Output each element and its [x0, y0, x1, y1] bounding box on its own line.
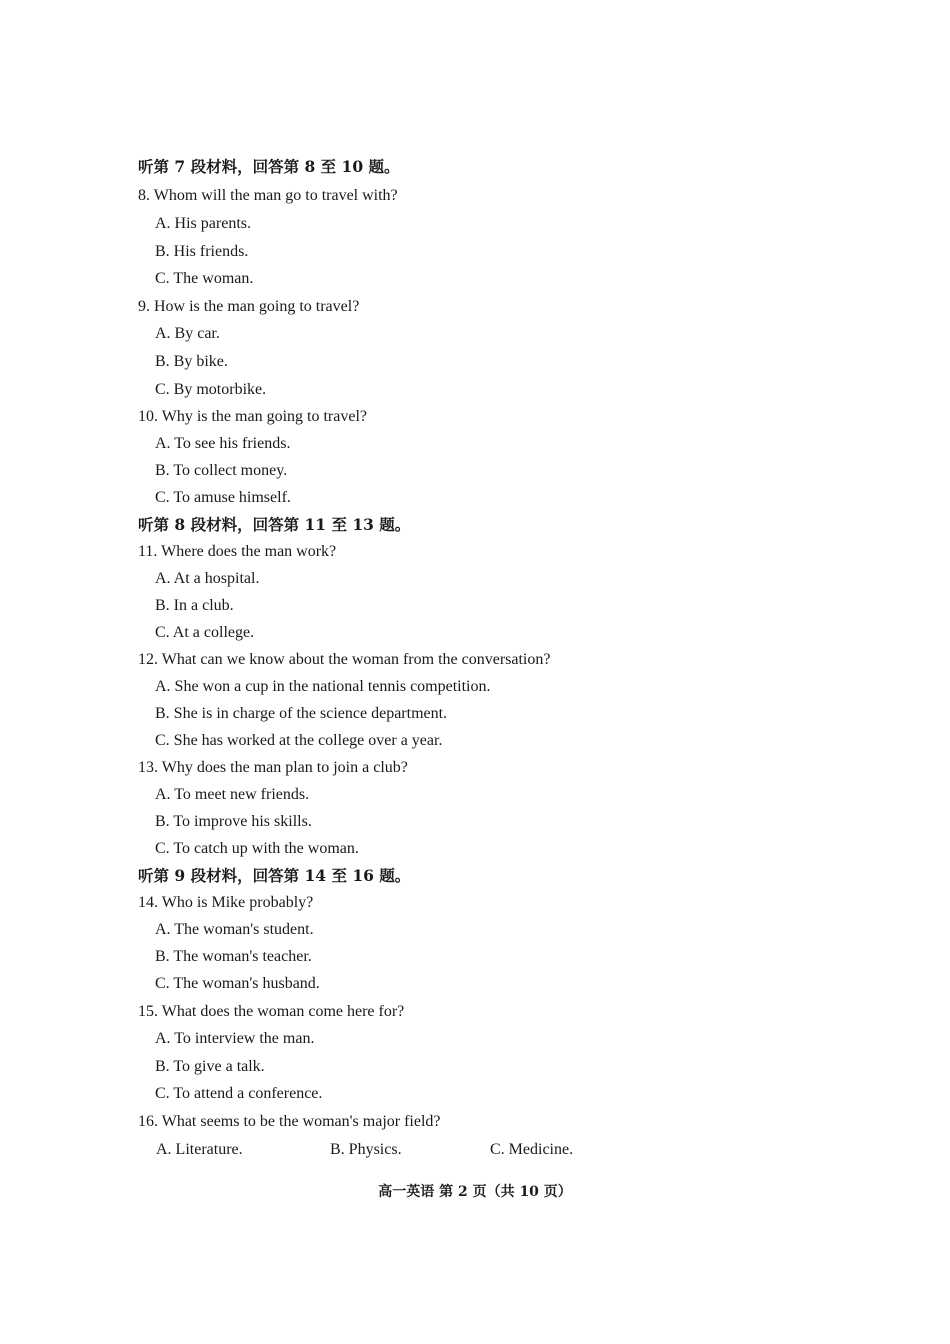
question-text: 13. Why does the man plan to join a club? [138, 759, 408, 776]
question-text: 10. Why is the man going to travel? [138, 408, 367, 425]
question-text: 16. What seems to be the woman's major field? [138, 1113, 441, 1130]
answer-option: A. At a hospital. [155, 570, 260, 587]
answer-options-row [156, 1140, 596, 1162]
answer-option: B. In a club. [155, 597, 234, 614]
answer-option: B. The woman's teacher. [155, 948, 312, 965]
question-text: 15. What does the woman come here for? [138, 1003, 405, 1020]
answer-option: A. To interview the man. [155, 1030, 315, 1047]
answer-option: C. Medicine. [490, 1141, 574, 1158]
answer-option: B. Physics. [330, 1141, 402, 1158]
answer-option: B. To give a talk. [155, 1058, 265, 1075]
answer-option: C. The woman's husband. [155, 975, 320, 992]
answer-option: B. She is in charge of the science department. [155, 705, 448, 722]
answer-option: B. To improve his skills. [155, 813, 312, 830]
question-text: 9. How is the man going to travel? [138, 298, 360, 315]
answer-option: C. By motorbike. [155, 381, 267, 398]
section-heading: 听第 8 段材料，回答第 11 至 13 题。 [138, 515, 411, 534]
question-text: 8. Whom will the man go to travel with? [138, 187, 398, 204]
answer-option: A. Literature. [156, 1141, 243, 1158]
question-text: 12. What can we know about the woman from the conversation? [138, 651, 551, 668]
answer-option: B. By bike. [155, 353, 228, 370]
question-text: 11. Where does the man work? [138, 543, 337, 560]
page-footer: 高一英语 第 2 页（共 10 页） [378, 1184, 572, 1200]
answer-option: C. To catch up with the woman. [155, 840, 359, 857]
answer-option: A. His parents. [155, 215, 251, 232]
answer-option: C. To attend a conference. [155, 1085, 323, 1102]
answer-option: C. At a college. [155, 624, 255, 641]
answer-option: B. To collect money. [155, 462, 288, 479]
answer-option: C. To amuse himself. [155, 489, 291, 506]
answer-option: C. She has worked at the college over a year. [155, 732, 443, 749]
question-text: 14. Who is Mike probably? [138, 894, 314, 911]
answer-option: A. The woman's student. [155, 921, 314, 938]
answer-option: A. By car. [155, 325, 220, 342]
answer-option: B. His friends. [155, 243, 249, 260]
section-heading: 听第 9 段材料，回答第 14 至 16 题。 [138, 866, 411, 885]
answer-option: A. To see his friends. [155, 435, 291, 452]
answer-option: A. She won a cup in the national tennis competition. [155, 678, 491, 695]
answer-option: A. To meet new friends. [155, 786, 310, 803]
answer-option: C. The woman. [155, 270, 254, 287]
section-heading: 听第 7 段材料，回答第 8 至 10 题。 [138, 157, 400, 176]
